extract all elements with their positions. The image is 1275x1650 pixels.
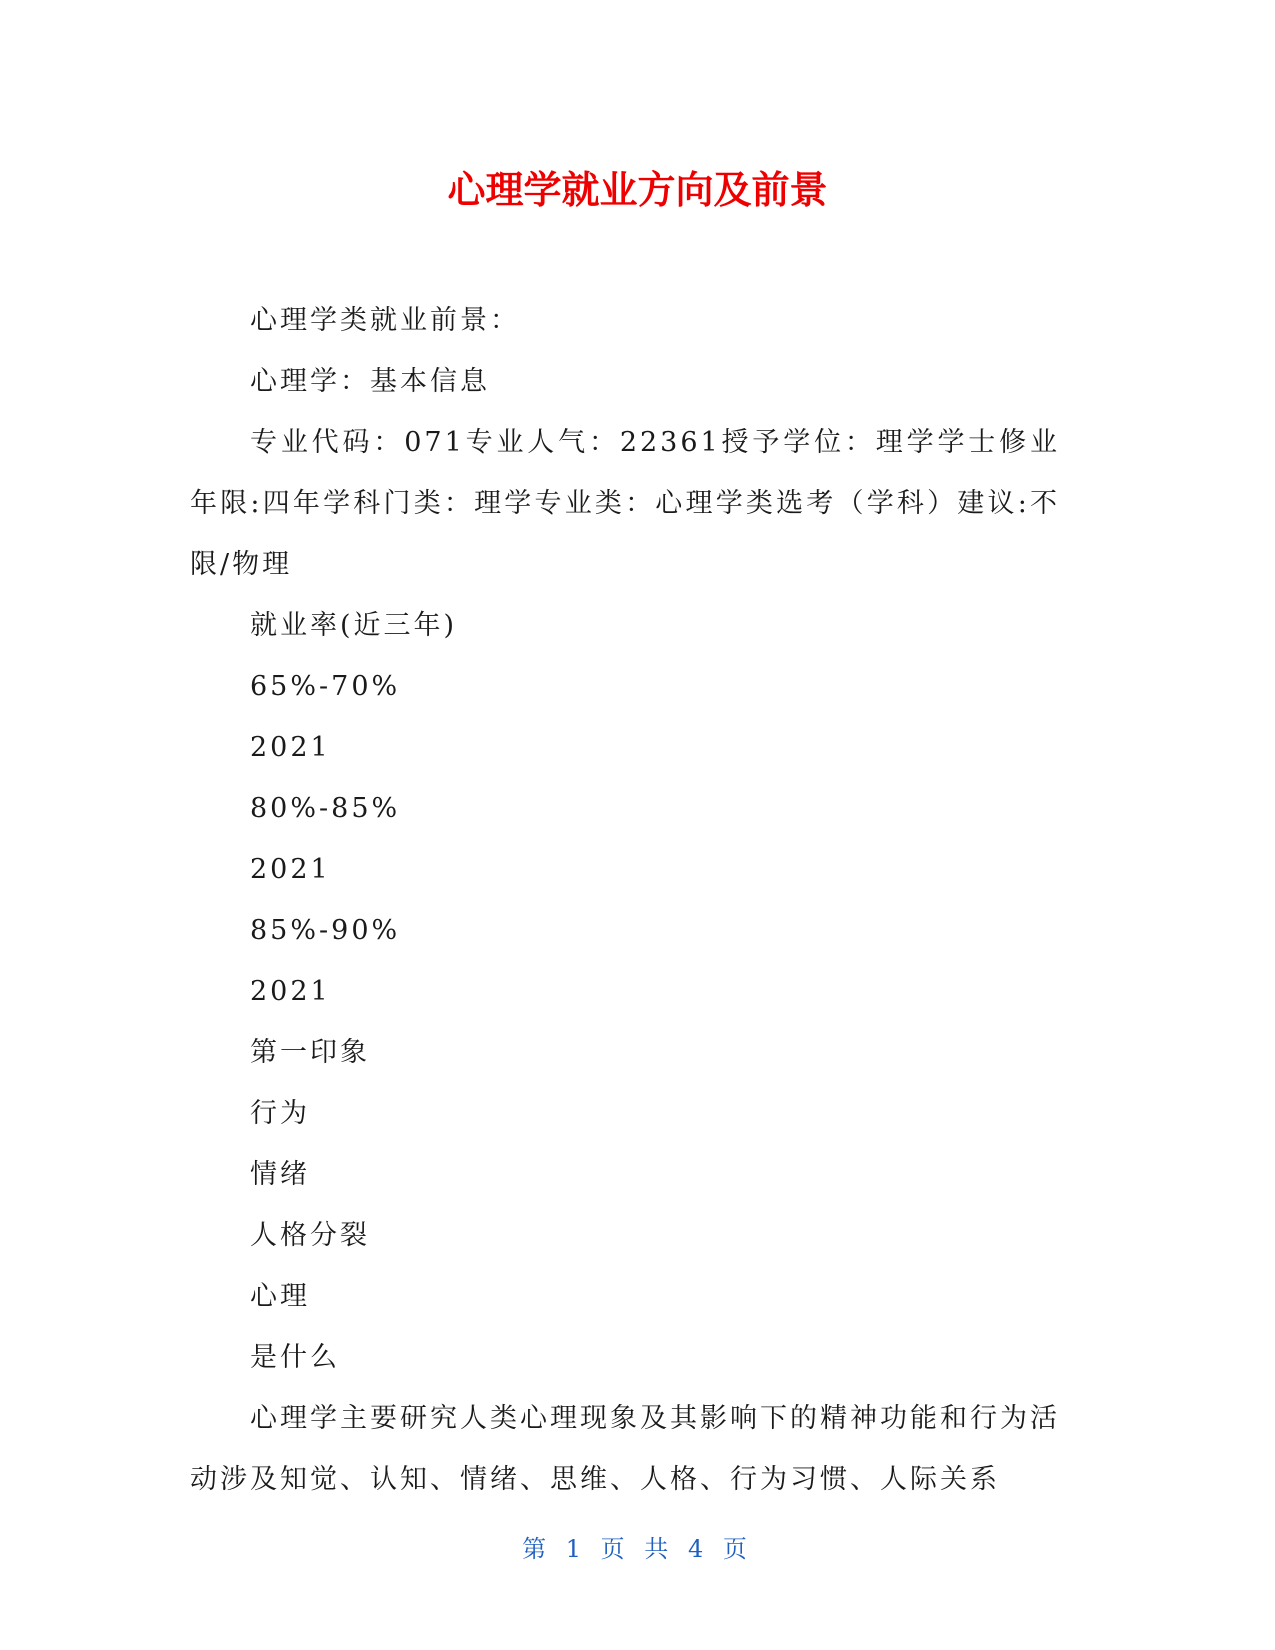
paragraph: 第一印象 [250, 1037, 370, 1068]
paragraph: 人格分裂 [250, 1220, 370, 1251]
paragraph: 80%-85% [250, 793, 401, 824]
paragraph: 心理学主要研究人类心理现象及其影响下的精神功能和行为活动涉及知觉、认知、情绪、思维、人格、行为习惯、人际关系 [190, 1403, 1060, 1495]
paragraph: 65%-70% [250, 671, 401, 702]
document-body [190, 290, 1060, 1510]
paragraph: 行为 [250, 1098, 310, 1129]
paragraph: 2021 [250, 732, 331, 763]
paragraph: 2021 [250, 976, 331, 1007]
paragraph: 情绪 [250, 1159, 310, 1190]
paragraph: 心理学类就业前景： [250, 305, 520, 336]
paragraph: 就业率(近三年) [250, 610, 458, 641]
paragraph: 2021 [250, 854, 331, 885]
paragraph: 专业代码：071专业人气：22361授予学位：理学学士修业年限:四年学科门类：理学专业类：心理学类选考（学科）建议:不限/物理 [190, 427, 1060, 580]
document-title: 心理学就业方向及前景 [447, 168, 828, 212]
paragraph: 是什么 [250, 1342, 340, 1373]
paragraph: 心理学：基本信息 [250, 366, 490, 397]
page-footer: 第 1 页 共 4 页 [522, 1535, 753, 1563]
paragraph: 85%-90% [250, 915, 401, 946]
paragraph: 心理 [250, 1281, 310, 1312]
